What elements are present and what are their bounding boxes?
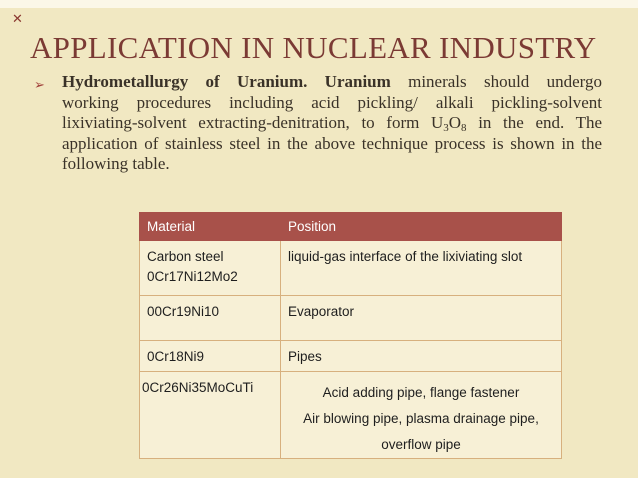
material-cell: 00Cr19Ni10 xyxy=(140,296,281,341)
material-line: 0Cr17Ni12Mo2 xyxy=(147,269,238,284)
header-position: Position xyxy=(281,213,562,241)
slide-title: APPLICATION IN NUCLEAR INDUSTRY xyxy=(30,30,597,65)
paragraph-line-3 xyxy=(62,113,602,134)
bullet-paragraph xyxy=(62,72,602,175)
paragraph-line-5: following table. xyxy=(62,154,170,173)
position-cell: liquid-gas interface of the lixiviating slot xyxy=(281,241,562,296)
position-cell: Evaporator xyxy=(281,296,562,341)
paragraph-line-1 xyxy=(62,72,602,93)
bullet-arrow-icon: ➢ xyxy=(34,78,45,93)
paragraph-line-4: application of stainless steel in the above technique process is shown in the xyxy=(62,133,602,153)
subscript-3: 3 xyxy=(443,122,449,134)
top-accent-bar xyxy=(0,0,638,8)
material-line: Carbon steel xyxy=(147,249,224,264)
position-cell: Pipes xyxy=(281,341,562,372)
steel-application-table xyxy=(139,212,562,459)
material-cell xyxy=(140,241,281,296)
bold-lead: Hydrometallurgy of Uranium. Uranium xyxy=(62,72,391,91)
material-cell: 0Cr18Ni9 xyxy=(140,341,281,372)
position-line: Acid adding pipe, flange fastener xyxy=(322,385,520,400)
header-material: Material xyxy=(140,213,281,241)
table-row xyxy=(140,341,562,372)
material-cell: 0Cr26Ni35MoCuTi xyxy=(140,372,281,459)
position-cell xyxy=(281,372,562,459)
table-row xyxy=(140,241,562,296)
position-line: Air blowing pipe, plasma drainage pipe, xyxy=(303,411,539,426)
table-row xyxy=(140,296,562,341)
line1-rest: minerals should undergo xyxy=(408,72,602,91)
corner-x-icon: ✕ xyxy=(12,12,23,27)
table-row xyxy=(140,372,562,459)
table-header-row xyxy=(140,213,562,241)
oxygen-symbol: O xyxy=(448,113,462,132)
paragraph-line-2: working procedures including acid pickling/ alkali pickling-solvent xyxy=(62,92,602,112)
position-line: overflow pipe xyxy=(381,437,461,452)
subscript-8: 8 xyxy=(461,122,467,134)
line3-pre: lixiviating-solvent extracting-denitration, to form U xyxy=(62,113,444,132)
line3-post: in the end. The xyxy=(478,113,602,132)
